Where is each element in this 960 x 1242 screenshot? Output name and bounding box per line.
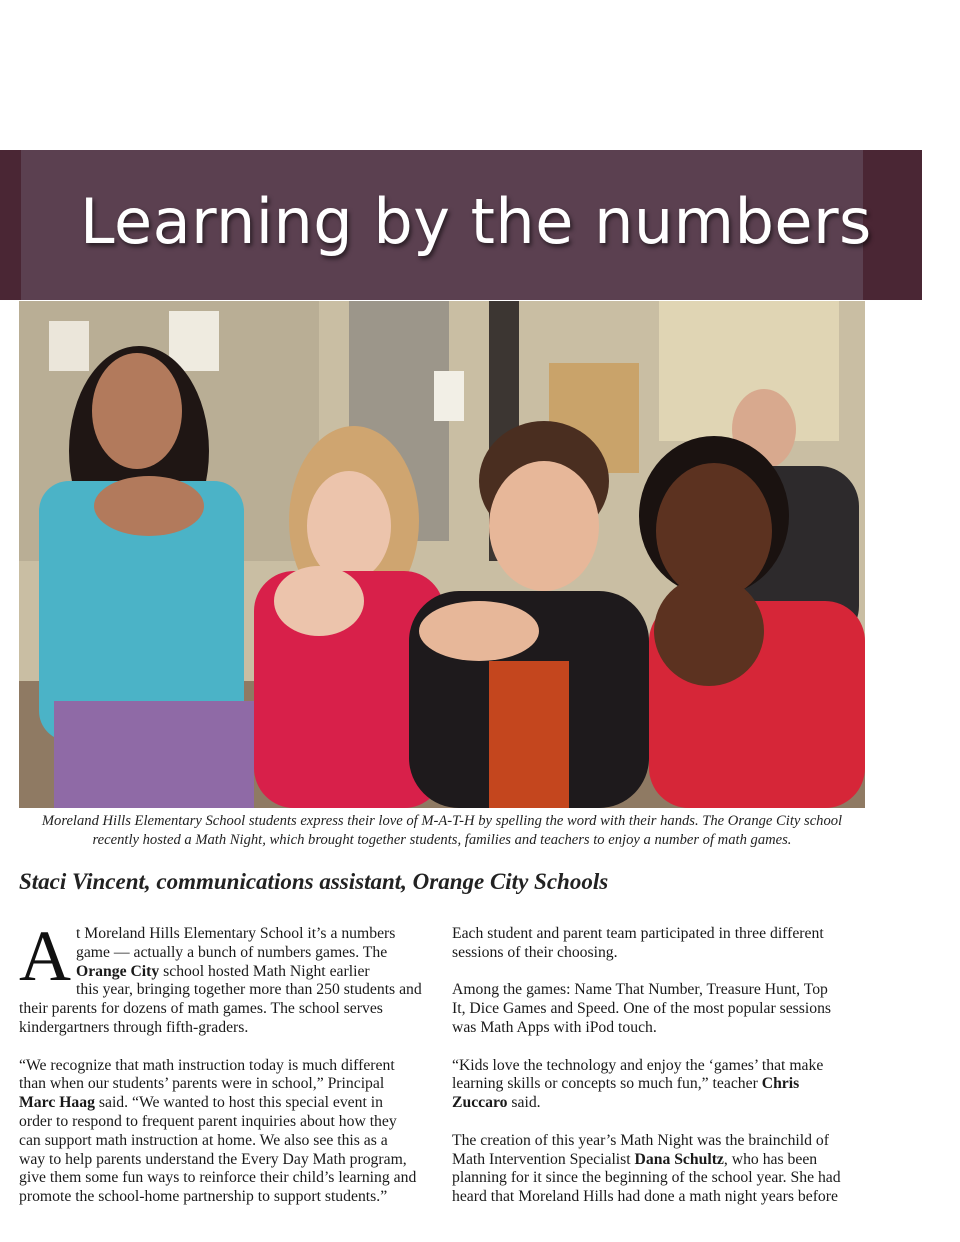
text-line: kindergartners through fifth-graders.	[19, 1018, 249, 1036]
article-column-right	[452, 925, 872, 1226]
name-highlight: Orange City	[76, 962, 160, 980]
text-line: “Kids love the technology and enjoy the ‘games’ that make	[452, 1056, 824, 1074]
text-line: sessions of their choosing.	[452, 943, 618, 961]
photo-paper-1	[49, 321, 89, 371]
page-title: Learning by the numbers	[80, 185, 872, 258]
photo-child1-skirt	[54, 701, 254, 808]
caption-line: recently hosted a Math Night, which brought together students, families and teachers to enjoy a number of math games.	[92, 832, 792, 848]
article-column-left	[19, 916, 439, 1226]
byline: Staci Vincent, communications assistant, Orange City Schools	[19, 869, 609, 894]
caption-line: Moreland Hills Elementary School students express their love of M-A-T-H by spelling the word with their hands. The Orange City school	[41, 813, 843, 829]
text-line	[452, 1094, 872, 1113]
photo-child1-hands	[94, 476, 204, 536]
text-line: “We recognize that math instruction today is much different	[19, 1056, 395, 1074]
paragraph	[452, 1132, 872, 1207]
text-line: heard that Moreland Hills had done a math night years before	[452, 1188, 838, 1206]
paragraph	[452, 1057, 872, 1113]
text-line: Each student and parent team participated in three different	[452, 925, 824, 942]
paragraph	[19, 1057, 439, 1207]
photo-child4-hands	[654, 576, 764, 686]
photo-paper-2	[169, 311, 219, 371]
text-line: It, Dice Games and Speed. One of the most popular sessions	[452, 1000, 832, 1018]
text-fragment: learning skills or concepts so much fun,” teacher	[452, 1075, 762, 1093]
text-line: game — actually a bunch of numbers games. The	[76, 943, 388, 961]
photo-child3-face	[489, 461, 599, 591]
photo-child2-hands	[274, 566, 364, 636]
name-highlight: Dana Schultz	[634, 1150, 724, 1168]
text-fragment: Math Intervention Specialist	[452, 1150, 635, 1168]
drop-cap: A	[19, 916, 71, 996]
text-fragment: , who has been	[723, 1150, 818, 1168]
text-line: than when our students’ parents were in school,” Principal	[19, 1075, 385, 1093]
photo-child1-face	[92, 353, 182, 469]
text-line	[452, 1151, 872, 1170]
paragraph	[452, 925, 872, 963]
paragraph	[19, 916, 439, 1038]
paragraph	[452, 981, 872, 1037]
text-line: was Math Apps with iPod touch.	[452, 1018, 657, 1036]
text-line: their parents for dozens of math games. The school serves	[19, 1000, 383, 1018]
name-highlight: Marc Haag	[19, 1094, 95, 1112]
photo-child3-hands	[419, 601, 539, 661]
text-line: t Moreland Hills Elementary School it’s a numbers	[76, 925, 396, 942]
article-photo	[19, 301, 865, 808]
text-line: way to help parents understand the Every Day Math program,	[19, 1150, 407, 1168]
text-line: planning for it since the beginning of the school year. She had	[452, 1169, 841, 1187]
text-fragment: said. “We wanted to host this special event in	[94, 1094, 383, 1112]
text-fragment: school hosted Math Night earlier	[159, 962, 370, 980]
text-line: give them some fun ways to reinforce their child’s learning and	[19, 1169, 417, 1187]
photo-child2-face	[307, 471, 391, 581]
photo-child3-shirt	[489, 661, 569, 808]
text-fragment: said.	[507, 1094, 541, 1112]
text-line: The creation of this year’s Math Night was the brainchild of	[452, 1131, 829, 1149]
text-line: promote the school-home partnership to support students.”	[19, 1188, 388, 1206]
name-highlight: Zuccaro	[452, 1094, 508, 1112]
text-line: this year, bringing together more than 250 students and	[76, 981, 422, 999]
photo-paper-3	[434, 371, 464, 421]
text-line: order to respond to frequent parent inquiries about how they	[19, 1112, 397, 1130]
text-line: can support math instruction at home. We also see this as a	[19, 1131, 388, 1149]
text-line: Among the games: Name That Number, Treasure Hunt, Top	[452, 981, 828, 999]
text-line	[19, 1094, 439, 1113]
name-highlight: Chris	[761, 1075, 800, 1093]
photo-caption	[19, 812, 865, 850]
text-line	[452, 1075, 872, 1094]
text-line	[19, 963, 439, 982]
